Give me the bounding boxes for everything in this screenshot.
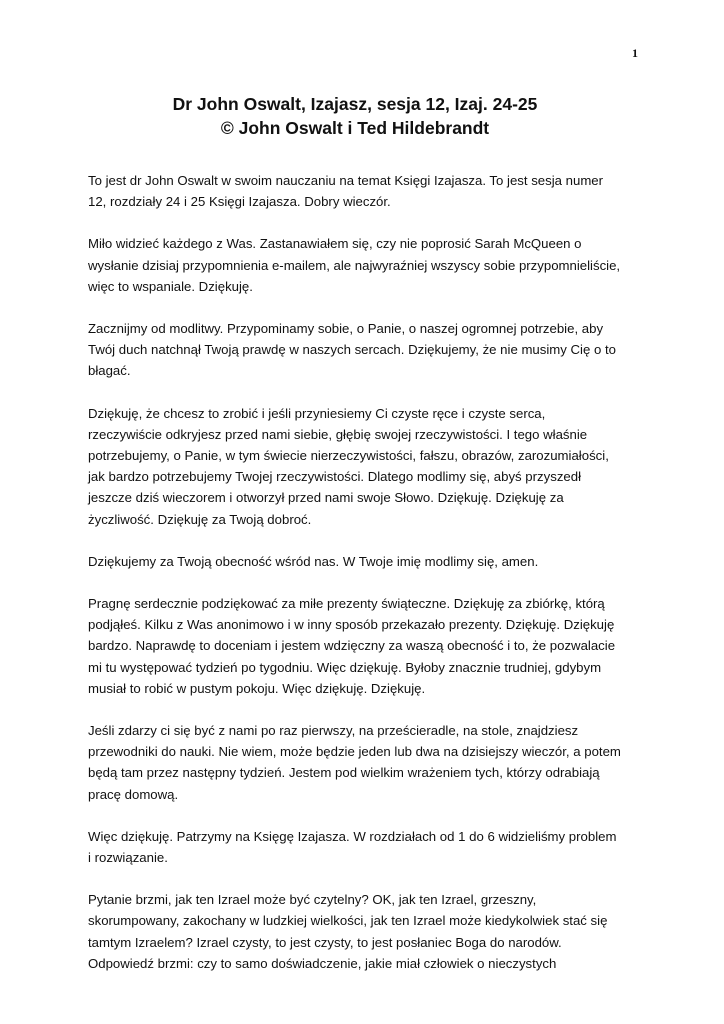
paragraph-thanks: Pragnę serdecznie podziękować za miłe prezenty świąteczne. Dziękuję za zbiórkę, którą podjąłeś. Kilku z Was anonimowo i w inny sposób przekazało prezenty. Dziękuję. Dziękuję bardzo. Naprawdę to doceniam i jestem wdzięczny za waszą obecność i to, że pozwalacie mi tu występować tydzień po tygodniu. Więc dziękuję. Byłoby znacznie trudniej, gdybym musiał to robić w pustym pokoju. Więc dziękuję. Dziękuję. <box>88 596 616 696</box>
paragraph-question: Pytanie brzmi, jak ten Izrael może być czytelny? OK, jak ten Izrael, grzeszny, skorumpowany, zakochany w ludzkiej wielkości, jak ten Izrael może kiedykolwiek stać się tamtym Izraelem? Izrael czysty, to jest czysty, to jest posłaniec Boga do narodów. Odpowiedź brzmi: czy to samo doświadczenie, jakie miał człowiek o nieczystych <box>88 892 608 971</box>
document-body <box>88 170 622 974</box>
paragraph-prayer-start: Zacznijmy od modlitwy. Przypominamy sobie, o Panie, o naszej ogromnej potrzebie, aby Twój duch natchnął Twoją prawdę w naszych sercach. Dziękujemy, że nie musimy Cię o to błagać. <box>88 321 616 379</box>
paragraph-study-guides: Jeśli zdarzy ci się być z nami po raz pierwszy, na prześcieradle, na stole, znajdziesz przewodniki do nauki. Nie wiem, może będzie jeden lub dwa na dzisiejszy wieczór, a potem będą tam przez następny tydzień. Jestem pod wielkim wrażeniem tych, którzy odrabiają pracę domową. <box>88 723 621 802</box>
page-number: 1 <box>632 46 638 60</box>
paragraph-prayer-body: Dziękuję, że chcesz to zrobić i jeśli przyniesiemy Ci czyste ręce i czyste serca, rzeczywiście odkryjesz przed nami siebie, głębię swojej rzeczywistości. I tego właśnie potrzebujemy, o Panie, w tym świecie nierzeczywistości, fałszu, obrazów, zarozumiałości, jak bardzo potrzebujemy Twojej rzeczywistości. Dlatego modlimy się, abyś przyszedł jeszcze dziś wieczorem i otworzył przed nami swoje Słowo. Dziękuję. Dziękuję za życzliwość. Dziękuję za Twoją dobroć. <box>88 405 609 527</box>
paragraph-intro: To jest dr John Oswalt w swoim nauczaniu na temat Księgi Izajasza. To jest sesja numer 12, rozdziały 24 i 25 Księgi Izajasza. Dobry wieczór. <box>88 173 604 210</box>
paragraph-chapters: Więc dziękuję. Patrzymy na Księgę Izajasza. W rozdziałach od 1 do 6 widzieliśmy problem i rozwiązanie. <box>88 828 617 866</box>
paragraph-prayer-end: Dziękujemy za Twoją obecność wśród nas. W Twoje imię modlimy się, amen. <box>88 553 539 569</box>
paragraph-greeting: Miło widzieć każdego z Was. Zastanawiałem się, czy nie poprosić Sarah McQueen o wysłanie dzisiaj przypomnienia e-mailem, ale najwyraźniej wszyscy sobie przypomnieliście, więc to wspaniale. Dziękuję. <box>88 236 621 294</box>
document-title <box>88 92 622 140</box>
title-line-2: © John Oswalt i Ted Hildebrandt <box>220 118 490 138</box>
title-line-1: Dr John Oswalt, Izajasz, sesja 12, Izaj. 24-25 <box>172 94 538 114</box>
